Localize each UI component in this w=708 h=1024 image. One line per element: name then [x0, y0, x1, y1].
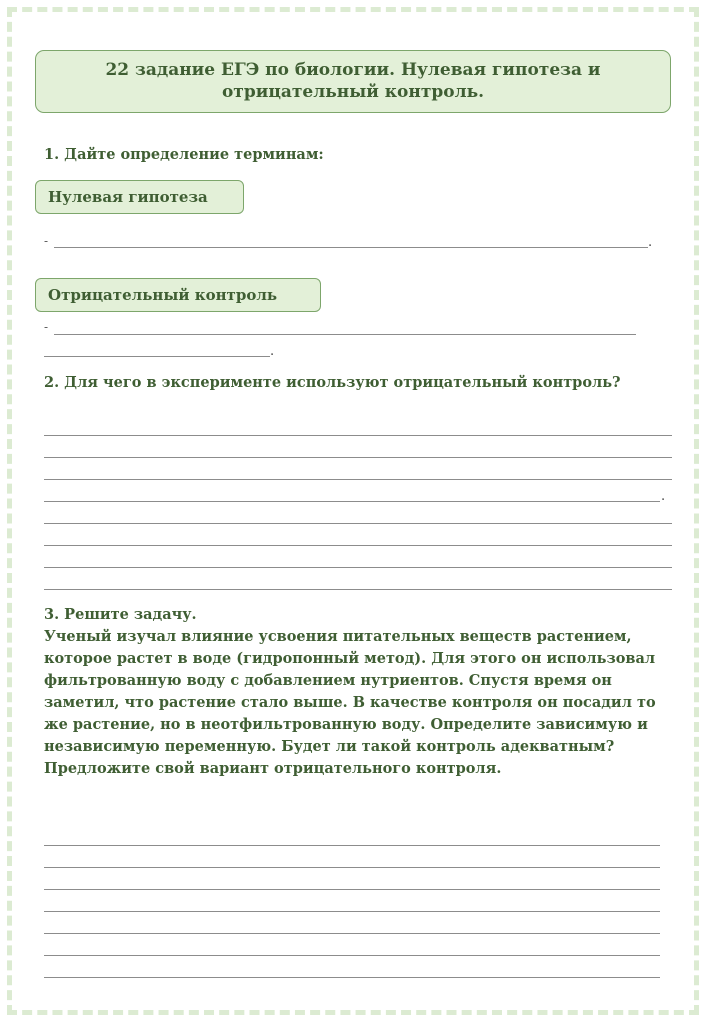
term-negative-control [35, 278, 321, 312]
term-negative-control-label: Отрицательный контроль [48, 286, 278, 304]
page-title-text: 22 задание ЕГЭ по биологии. Нулевая гипотеза и отрицательный контроль. [105, 59, 601, 102]
answer-line[interactable] [44, 889, 660, 890]
answer-line[interactable] [44, 933, 660, 934]
answer-1-dash: - [44, 234, 49, 248]
answer-line[interactable] [44, 867, 660, 868]
answer-line[interactable] [44, 479, 672, 480]
term-null-hypothesis [35, 180, 244, 214]
question-3-block [44, 604, 664, 780]
answer-line[interactable] [44, 501, 660, 502]
question-1-heading: 1. Дайте определение терминам: [44, 146, 324, 163]
answer-line[interactable] [44, 356, 270, 357]
term-null-hypothesis-label: Нулевая гипотеза [48, 188, 208, 206]
answer-line[interactable] [44, 589, 672, 590]
answer-2-dash: - [44, 320, 49, 334]
answer-line[interactable] [44, 977, 660, 978]
answer-2-end-dot: . [270, 344, 275, 359]
answer-line[interactable] [44, 955, 660, 956]
answer-line[interactable] [44, 457, 672, 458]
answer-line[interactable] [44, 567, 672, 568]
question-2-heading: 2. Для чего в эксперименте используют отрицательный контроль? [44, 374, 621, 391]
answer-q2-end-dot: . [661, 489, 666, 504]
question-3-task-text: Ученый изучал влияние усвоения питательных веществ растением, которое растет в воде (гидропонный метод). Для этого он использовал фильтрованную воду с добавлением нутриентов. Спустя время он заметил, что растение стало выше. В качестве контроля он посадил то же растение, но в неотфильтрованную воду. Определите зависимую и независимую переменную. Будет ли такой контроль адекватным? Предложите свой вариант отрицательного контроля. [44, 627, 656, 777]
answer-line[interactable] [44, 845, 660, 846]
answer-line[interactable] [44, 545, 672, 546]
answer-line[interactable] [44, 911, 660, 912]
answer-line[interactable] [54, 247, 648, 248]
page-title [35, 50, 671, 113]
answer-line[interactable] [54, 334, 636, 335]
answer-line[interactable] [44, 523, 672, 524]
answer-line[interactable] [44, 435, 672, 436]
answer-1-end-dot: . [648, 235, 653, 250]
question-3-heading: 3. Решите задачу. [44, 606, 197, 623]
